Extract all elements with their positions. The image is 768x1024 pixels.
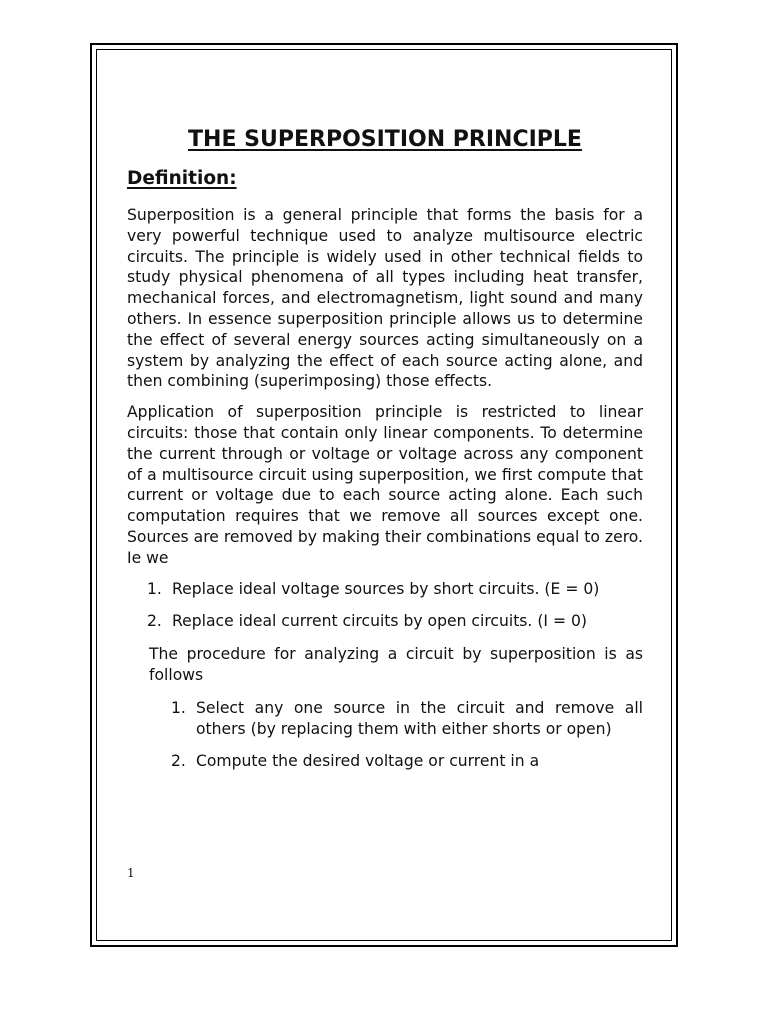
list-item: [171, 698, 643, 740]
procedure-steps-list: [171, 698, 643, 772]
list-item: [147, 579, 643, 600]
paragraph-definition: Superposition is a general principle that forms the basis for a very powerful technique used to analyze multisource electric circuits. The principle is widely used in other technical fields to study physical phenomena of all types including heat transfer, mechanical forces, and electromagnetism, light sound and many others. In essence superposition principle allows us to determine the effect of several energy sources acting simultaneously on a system by analyzing the effect of each source acting alone, and then combining (superimposing) those effects.: [127, 206, 643, 391]
list-item-text: Select any one source in the circuit and remove all others (by replacing them with either shorts or open): [196, 698, 643, 738]
removal-steps-list: [147, 579, 643, 633]
list-item-text: Replace ideal voltage sources by short circuits. (E = 0): [172, 579, 600, 598]
list-item-number: 2.: [147, 612, 162, 631]
list-item-text: Compute the desired voltage or current in a: [196, 752, 540, 771]
definition-heading: Definition:: [127, 168, 237, 189]
list-item-number: 2.: [171, 752, 186, 771]
paragraph-application: Application of superposition principle is restricted to linear circuits: those that contain only linear components. To determine the current through or voltage or voltage across any component of a multisource circuit using superposition, we first compute that current or voltage due to each source acting alone. Each such computation requires that we remove all sources except one. Sources are removed by making their combinations equal to zero. Ie we: [127, 403, 643, 567]
list-item-number: 1.: [147, 579, 162, 598]
list-item: [147, 611, 643, 632]
page-number: 1: [127, 866, 135, 880]
document-title: THE SUPERPOSITION PRINCIPLE: [188, 127, 582, 152]
list-item: [171, 751, 643, 772]
document-body: [127, 126, 643, 784]
list-item-number: 1.: [171, 698, 186, 717]
list-item-text: Replace ideal current circuits by open circuits. (I = 0): [172, 612, 588, 631]
procedure-intro: The procedure for analyzing a circuit by superposition is as follows: [149, 645, 643, 684]
